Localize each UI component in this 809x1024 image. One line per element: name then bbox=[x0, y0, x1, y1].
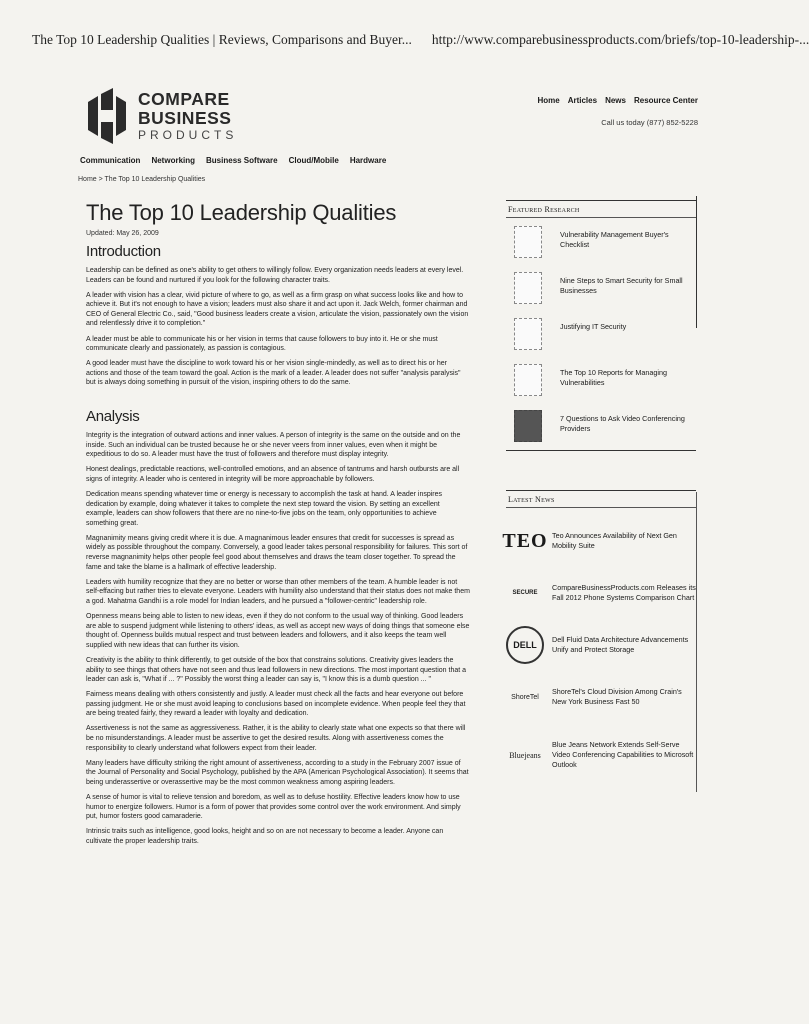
nav-hardware[interactable]: Hardware bbox=[349, 156, 387, 165]
news-link[interactable]: Blue Jeans Network Extends Self-Serve Video Conferencing Capabilities to Microsoft Outlook bbox=[552, 740, 694, 769]
print-page-title: The Top 10 Leadership Qualities | Reviews, Comparisons and Buyer... bbox=[32, 32, 412, 47]
featured-research-link[interactable]: Vulnerability Management Buyer's Checklist bbox=[560, 230, 669, 249]
featured-research-link[interactable]: Nine Steps to Smart Security for Small Businesses bbox=[560, 276, 683, 295]
logo-line-3: PRODUCTS bbox=[138, 128, 238, 142]
nav-networking[interactable]: Networking bbox=[151, 156, 196, 165]
analysis-paragraph: Dedication means spending whatever time or energy is necessary to accomplish the task at hand. A leader inspires dedication by example, doing whatever it takes to complete the next step toward the vision. By setting an excellent example, leaders can show followers that there are no nine-to-five jobs on the team, only opportunities to achieve something great. bbox=[86, 491, 443, 527]
featured-research-link[interactable]: 7 Questions to Ask Video Conferencing Providers bbox=[560, 414, 685, 433]
analysis-paragraph: Leaders with humility recognize that they are no better or worse than other members of the team. A humble leader is not self-effacing but rather tries to elevate everyone. Leaders with humility also understand that their status does not make them a god. Mahatma Gandhi is a role model for Indian leaders, and he pursued a "follower-centric" leadership role. bbox=[86, 578, 470, 605]
page-title: The Top 10 Leadership Qualities bbox=[86, 200, 397, 225]
intro-paragraph: Leadership can be defined as one's ability to get others to willingly follow. Every organization needs leaders at every level. Leaders can be found and nurtured if you look for the following character traits. bbox=[86, 267, 464, 284]
featured-research-item[interactable] bbox=[506, 226, 696, 258]
top-nav-articles[interactable]: Articles bbox=[567, 96, 598, 105]
article bbox=[86, 200, 470, 852]
nav-cloud-mobile[interactable]: Cloud/Mobile bbox=[288, 156, 339, 165]
analysis-paragraph: Intrinsic traits such as intelligence, good looks, height and so on are not necessary to become a leader. Anyone can cultivate the proper leadership traits. bbox=[86, 828, 444, 845]
logo-line-2: BUSINESS bbox=[138, 107, 232, 128]
analysis-paragraph: Fairness means dealing with others consistently and justly. A leader must check all the facts and hear everyone out before passing judgment. He or she must avoid leaping to conclusions based on incomplete evidence. When people feel they that are being treated fairly, they reward a leader with loyalty and dedication. bbox=[86, 691, 466, 718]
intro-paragraph: A leader must be able to communicate his or her vision in terms that cause followers to buy into it. He or she must communicate clearly and passionately, as passion is contagious. bbox=[86, 335, 438, 353]
news-item[interactable] bbox=[506, 736, 696, 774]
intro-paragraph: A leader with vision has a clear, vivid picture of where to go, as well as a firm grasp on what success looks like and how to achieve it. But it's not enough to have a vision; leaders must also share it and act upon it. Jack Welch, former chairman and CEO of General Electric Co., said, "Good business leaders create a vision, articulate the vision, passionately own the vision and relentlessly drive it to completion." bbox=[86, 291, 469, 328]
news-item[interactable] bbox=[506, 678, 696, 716]
top-nav-news[interactable]: News bbox=[605, 96, 626, 105]
analysis-paragraph: Integrity is the integration of outward actions and inner values. A person of integrity is the same on the outside and on the inside. Such an individual can be trusted because he or she never veers from inner values, even when it might be expeditious to do so. A leader must have the trust of followers and therefore must display integrity. bbox=[86, 432, 461, 459]
top-nav-home[interactable]: Home bbox=[537, 96, 560, 105]
company-logo: Bluejeans bbox=[509, 750, 541, 760]
print-page-url: http://www.comparebusinessproducts.com/briefs/top-10-leadership-... bbox=[431, 32, 809, 47]
news-link[interactable]: CompareBusinessProducts.com Releases its Fall 2012 Phone Systems Comparison Chart bbox=[552, 583, 696, 602]
latest-news-title: Latest News bbox=[506, 490, 696, 508]
featured-research-item[interactable] bbox=[506, 410, 696, 442]
document-thumbnail-icon bbox=[514, 318, 542, 350]
analysis-paragraph: Many leaders have difficulty striking the right amount of assertiveness, according to a study in the February 2007 issue of the Journal of Personality and Social Psychology, published by the APA (American Psychological Association). It seems that being underassertive or overassertive may be the most common weakness among aspiring leaders. bbox=[86, 759, 469, 786]
news-item[interactable] bbox=[506, 626, 696, 664]
featured-research-box bbox=[506, 200, 696, 451]
analysis-paragraph: Assertiveness is not the same as aggressiveness. Rather, it is the ability to clearly state what one expects so that there will be no misunderstandings. A leader must be assertive to get the desired results. Along with assertiveness comes the responsibility to clearly understand what followers expect from their leader. bbox=[86, 725, 466, 752]
featured-research-item[interactable] bbox=[506, 318, 696, 350]
company-logo: DELL bbox=[506, 626, 544, 664]
logo-mark-icon bbox=[84, 88, 130, 144]
news-link[interactable]: Teo Announces Availability of Next Gen Mobility Suite bbox=[552, 531, 677, 550]
print-header bbox=[32, 32, 809, 48]
featured-research-item[interactable] bbox=[506, 272, 696, 304]
latest-news-box bbox=[502, 490, 696, 774]
introduction-heading: Introduction bbox=[86, 243, 161, 260]
analysis-paragraph: Magnanimity means giving credit where it is due. A magnanimous leader ensures that credit for successes is spread as widely as possible throughout the company. Conversely, a good leader takes personal responsibility for failures. This sort of reverse magnanimity helps other people feel good about themselves and draws the team closer together. To spread the fame and take the blame is a hallmark of effective leadership. bbox=[86, 534, 468, 571]
top-nav bbox=[537, 96, 698, 105]
top-nav-resource-center[interactable]: Resource Center bbox=[633, 96, 698, 105]
analysis-paragraph: Honest dealings, predictable reactions, well-controlled emotions, and an absence of tantrums and harsh outbursts are all signs of integrity. A leader who is centered in integrity will be more approachable by followers. bbox=[86, 466, 460, 483]
main-nav bbox=[80, 156, 386, 165]
site-logo[interactable] bbox=[84, 88, 237, 144]
updated-date: Updated: May 26, 2009 bbox=[86, 230, 159, 237]
document-thumbnail-icon bbox=[514, 364, 542, 396]
news-item[interactable] bbox=[502, 522, 696, 560]
sidebar-rule bbox=[696, 492, 697, 792]
analysis-heading: Analysis bbox=[86, 408, 140, 426]
analysis-paragraph: Openness means being able to listen to new ideas, even if they do not conform to the usual way of thinking. Good leaders are able to suspend judgment while listening to others' ideas, as well as accept new ways of doing things that someone else thought of. Openness builds mutual respect and trust between leaders and followers, and it also keeps the team well supplied with new ideas that can further its vision. bbox=[86, 613, 470, 649]
news-link[interactable]: ShoreTel's Cloud Division Among Crain's New York Business Fast 50 bbox=[552, 687, 682, 706]
featured-research-title: Featured Research bbox=[506, 201, 696, 218]
news-link[interactable]: Dell Fluid Data Architecture Advancements Unify and Protect Storage bbox=[552, 635, 689, 654]
news-item[interactable] bbox=[506, 574, 696, 612]
breadcrumb[interactable]: Home > The Top 10 Leadership Qualities bbox=[78, 176, 206, 183]
featured-research-item[interactable] bbox=[506, 364, 696, 396]
featured-research-link[interactable]: The Top 10 Reports for Managing Vulnerabilities bbox=[560, 368, 667, 387]
analysis-paragraph: Creativity is the ability to think differently, to get outside of the box that constrains solutions. Creativity gives leaders the ability to see things that others have not seen and thus lead followers in new directions. The most important question that a leader can ask is, "What if ... ?" Possibly the worst thing a leader can say is, "I know this is a dumb question ... " bbox=[86, 656, 467, 684]
nav-business-software[interactable]: Business Software bbox=[206, 156, 278, 165]
document-thumbnail-icon bbox=[514, 410, 542, 442]
company-logo: ShoreTel bbox=[511, 693, 539, 701]
company-logo: SECURE bbox=[512, 590, 538, 596]
document-thumbnail-icon bbox=[514, 226, 542, 258]
logo-line-1: COMPARE bbox=[138, 89, 230, 109]
sidebar-rule bbox=[696, 196, 697, 328]
analysis-paragraph: A sense of humor is vital to relieve tension and boredom, as well as to defuse hostility. Effective leaders know how to use humor to energize followers. Humor is a form of power that provides some control over the work environment. And simply put, humor fosters good camaraderie. bbox=[86, 794, 461, 821]
call-us-text: Call us today (877) 852-5228 bbox=[601, 118, 698, 127]
intro-paragraph: A good leader must have the discipline to work toward his or her vision single-mindedly, as well as to direct his or her actions and those of the team toward the goal. Action is the mark of a leader. A leader does not suffer "analysis paralysis" but is always doing something in pursuit of the vision, inspiring others to do the same. bbox=[86, 360, 461, 387]
nav-communication[interactable]: Communication bbox=[80, 156, 141, 165]
company-logo: TEO bbox=[502, 529, 548, 552]
document-thumbnail-icon bbox=[514, 272, 542, 304]
featured-research-link[interactable]: Justifying IT Security bbox=[560, 322, 627, 331]
